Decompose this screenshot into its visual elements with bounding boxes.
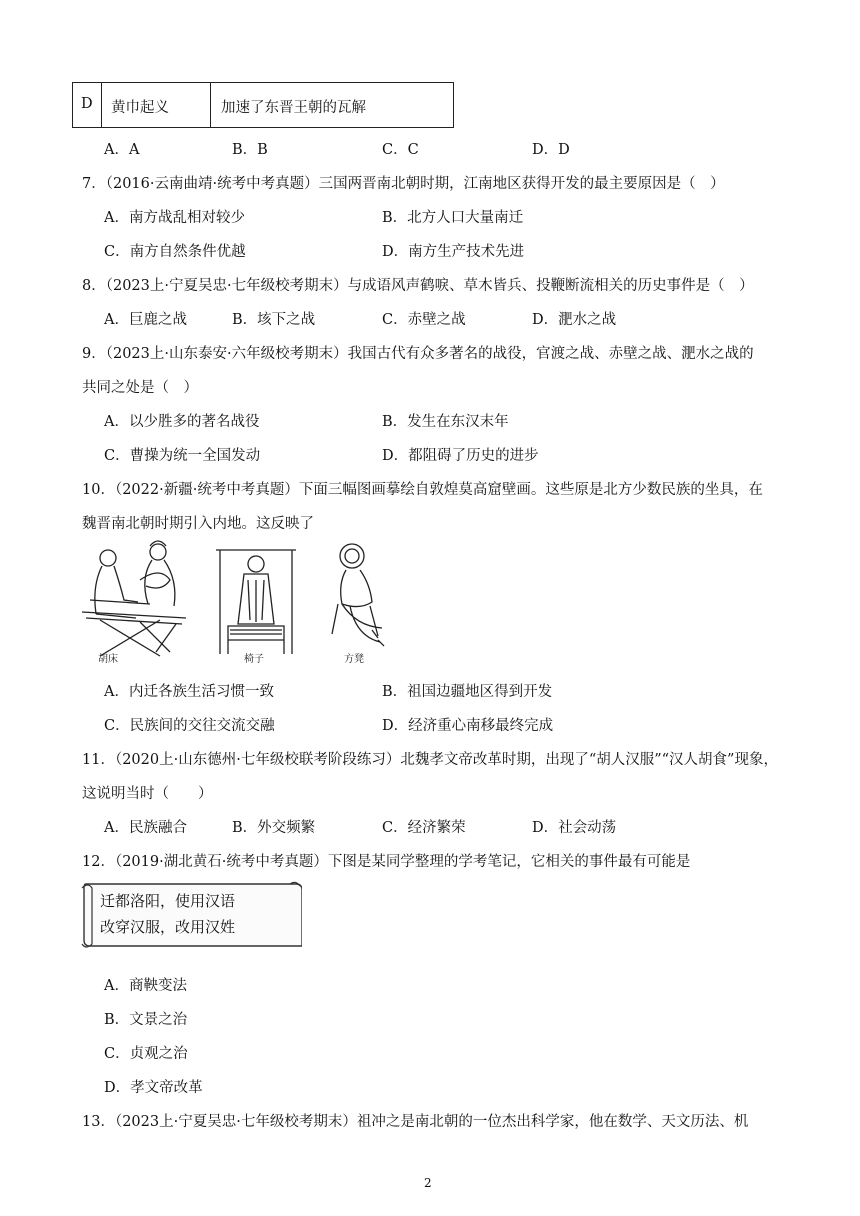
q8-option-a: A．巨鹿之战 bbox=[104, 312, 187, 328]
caption-stool: 方凳 bbox=[344, 654, 364, 665]
q9-option-b: B．发生在东汉末年 bbox=[382, 414, 509, 430]
row-letter: D bbox=[81, 96, 93, 112]
mural-seating-figures bbox=[80, 540, 400, 666]
q7-option-a: A．南方战乱相对较少 bbox=[104, 210, 245, 226]
caption-hu-bed: 胡床 bbox=[98, 654, 118, 665]
q7-option-b: B．北方人口大量南迁 bbox=[382, 210, 524, 226]
q8-option-b: B．垓下之战 bbox=[232, 312, 316, 328]
hu-bed-figure bbox=[82, 541, 186, 656]
answer-table-row-d bbox=[72, 82, 454, 128]
q13-stem: 13．（2023上·宁夏吴忠·七年级校考期末）祖冲之是南北朝的一位杰出科学家，他在数学、天文历法、机 bbox=[82, 1114, 749, 1130]
q10-option-b: B．祖国边疆地区得到开发 bbox=[382, 684, 553, 700]
q11-option-a: A．民族融合 bbox=[104, 820, 187, 836]
q6-option-a: A．A bbox=[104, 142, 140, 158]
study-note-scroll bbox=[80, 880, 302, 950]
q9-stem-line1: 9．（2023上·山东泰安·六年级校考期末）我国古代有众多著名的战役，官渡之战、赤壁之战、淝水之战的 bbox=[82, 346, 754, 362]
q10-stem-line2: 魏晋南北朝时期引入内地。这反映了 bbox=[82, 516, 314, 532]
q12-option-b: B．文景之治 bbox=[104, 1012, 188, 1028]
row-event: 黄巾起义 bbox=[111, 100, 169, 116]
q9-option-c: C．曹操为统一全国发动 bbox=[104, 448, 261, 464]
q9-option-d: D．都阻碍了历史的进步 bbox=[382, 448, 539, 464]
q12-stem: 12．（2019·湖北黄石·统考中考真题）下图是某同学整理的学考笔记，它相关的事件最有可能是 bbox=[82, 854, 691, 870]
q6-option-b: B．B bbox=[232, 142, 268, 158]
q12-option-c: C．贞观之治 bbox=[104, 1046, 188, 1062]
q12-option-d: D．孝文帝改革 bbox=[104, 1080, 203, 1096]
q6-option-c: C．C bbox=[382, 142, 419, 158]
note-line-2: 改穿汉服，改用汉姓 bbox=[100, 918, 236, 936]
q9-option-a: A．以少胜多的著名战役 bbox=[104, 414, 260, 430]
q6-option-d: D．D bbox=[532, 142, 570, 158]
q8-option-d: D．淝水之战 bbox=[532, 312, 617, 328]
q10-option-a: A．内迁各族生活习惯一致 bbox=[104, 684, 274, 700]
q8-option-c: C．赤壁之战 bbox=[382, 312, 466, 328]
page-number: 2 bbox=[424, 1176, 432, 1190]
q10-option-c: C．民族间的交往交流交融 bbox=[104, 718, 275, 734]
q11-stem-line2: 这说明当时（ ） bbox=[82, 786, 213, 802]
square-stool-figure bbox=[332, 544, 384, 646]
note-line-1: 迁都洛阳，使用汉语 bbox=[100, 892, 236, 910]
q11-stem-line1: 11．（2020上·山东德州·七年级校联考阶段练习）北魏孝文帝改革时期，出现了“胡人汉服”“汉人胡食”现象， bbox=[82, 752, 778, 768]
q8-stem: 8．（2023上·宁夏吴忠·七年级校考期末）与成语风声鹤唳、草木皆兵、投鞭断流相关的历史事件是（ ） bbox=[82, 278, 754, 294]
q10-option-d: D．经济重心南移最终完成 bbox=[382, 718, 554, 734]
q7-option-c: C．南方自然条件优越 bbox=[104, 244, 246, 260]
q7-option-d: D．南方生产技术先进 bbox=[382, 244, 525, 260]
row-effect: 加速了东晋王朝的瓦解 bbox=[221, 100, 366, 116]
q11-option-b: B．外交频繁 bbox=[232, 820, 316, 836]
q11-option-c: C．经济繁荣 bbox=[382, 820, 466, 836]
q9-stem-line2: 共同之处是（ ） bbox=[82, 380, 198, 396]
q10-stem-line1: 10．（2022·新疆·统考中考真题）下面三幅图画摹绘自敦煌莫高窟壁画。这些原是北方少数民族的坐具，在 bbox=[82, 482, 763, 498]
q11-option-d: D．社会动荡 bbox=[532, 820, 617, 836]
q7-stem: 7．（2016·云南曲靖·统考中考真题）三国两晋南北朝时期，江南地区获得开发的最主要原因是（ ） bbox=[82, 176, 725, 192]
caption-chair: 椅子 bbox=[244, 654, 264, 665]
chair-figure bbox=[216, 550, 296, 654]
q12-option-a: A．商鞅变法 bbox=[104, 978, 187, 994]
